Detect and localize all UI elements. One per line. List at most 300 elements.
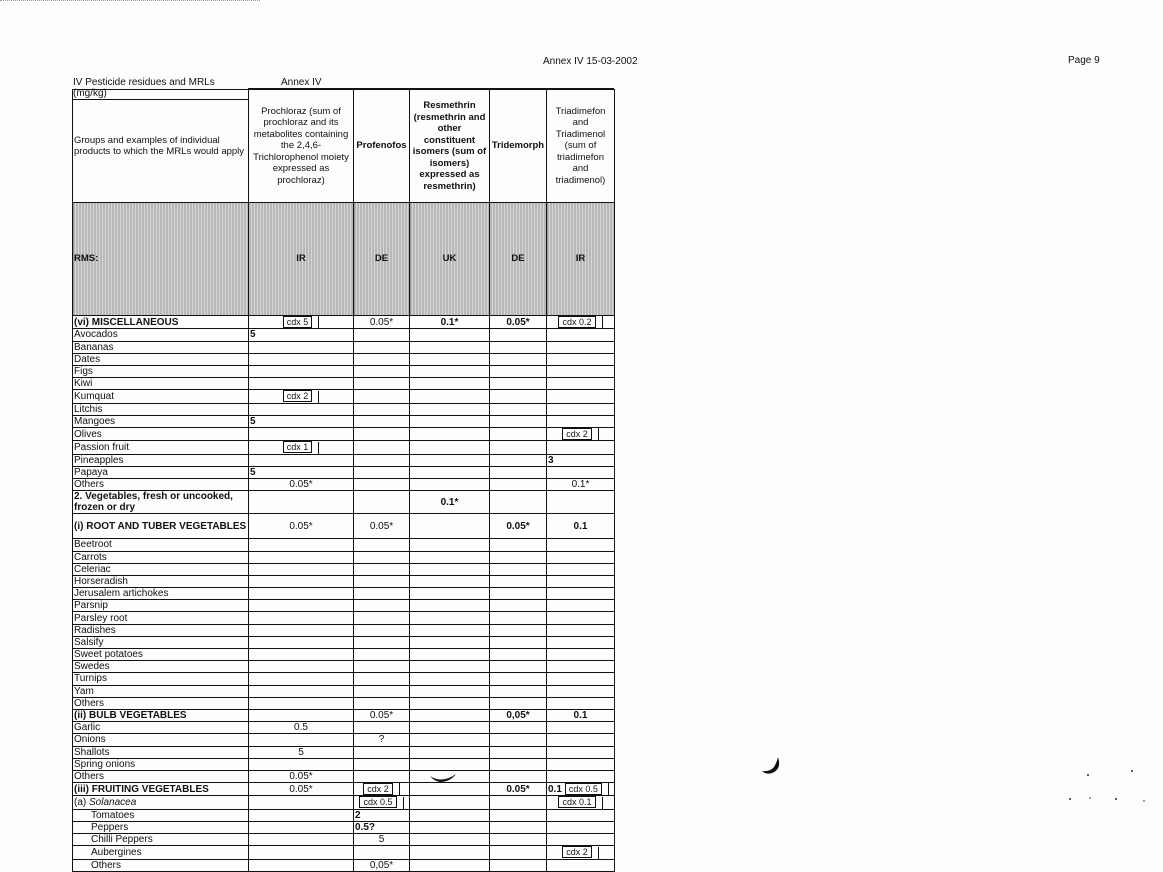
value-cell <box>547 403 615 415</box>
row-label: Aubergines <box>73 846 249 859</box>
header-groups: Groups and examples of individual products to which the MRLs would apply <box>73 90 249 203</box>
value-cell <box>490 329 547 341</box>
value-cell <box>354 365 410 377</box>
table-row <box>73 624 615 636</box>
value-cell <box>354 783 410 796</box>
value-cell <box>547 575 615 587</box>
table-row <box>73 466 615 478</box>
row-label: (i) ROOT AND TUBER VEGETABLES <box>73 514 249 539</box>
value-cell <box>410 673 490 685</box>
row-label: Mangoes <box>73 415 249 427</box>
cdx-annotation-box: cdx 1 <box>283 441 313 453</box>
row-label: Kiwi <box>73 378 249 390</box>
cdx-annotation-box: cdx 0.5 <box>565 783 602 795</box>
annotation-tick <box>318 391 319 403</box>
value-cell <box>249 600 354 612</box>
row-label: Shallots <box>73 746 249 758</box>
rms-cell: IR <box>547 203 615 316</box>
value-cell: 0.05* <box>249 479 354 491</box>
value-cell <box>547 859 615 871</box>
cdx-annotation-box: cdx 0.1 <box>558 796 595 808</box>
table-row <box>73 441 615 454</box>
row-label: Tomatoes <box>73 809 249 821</box>
row-label: Figs <box>73 365 249 377</box>
value-cell <box>547 722 615 734</box>
value-cell <box>547 661 615 673</box>
value-cell <box>490 624 547 636</box>
value-cell <box>249 403 354 415</box>
value-cell <box>490 661 547 673</box>
value-cell <box>547 441 615 454</box>
value-prefix: 0.1 <box>548 784 562 796</box>
value-cell <box>249 685 354 697</box>
value-cell <box>547 821 615 833</box>
table-row <box>73 415 615 427</box>
table-row <box>73 746 615 758</box>
table-row <box>73 403 615 415</box>
value-cell <box>410 685 490 697</box>
value-cell <box>490 758 547 770</box>
value-cell <box>410 353 490 365</box>
value-cell <box>547 353 615 365</box>
value-cell <box>249 697 354 709</box>
value-cell <box>354 636 410 648</box>
row-label: Carrots <box>73 551 249 563</box>
annotation-tick <box>602 797 603 809</box>
value-cell <box>547 329 615 341</box>
value-cell <box>249 758 354 770</box>
value-cell <box>249 624 354 636</box>
value-cell <box>547 758 615 770</box>
value-cell <box>354 600 410 612</box>
table-row <box>73 697 615 709</box>
value-cell <box>490 479 547 491</box>
value-cell: 3 <box>547 454 615 466</box>
value-cell <box>249 390 354 403</box>
value-cell <box>410 329 490 341</box>
table-row <box>73 479 615 491</box>
value-cell <box>354 796 410 809</box>
value-cell <box>410 551 490 563</box>
value-cell <box>354 746 410 758</box>
value-cell <box>354 758 410 770</box>
value-cell: 0,05* <box>490 709 547 721</box>
value-cell <box>249 588 354 600</box>
value-cell <box>410 746 490 758</box>
value-cell <box>490 575 547 587</box>
value-cell <box>410 636 490 648</box>
value-cell: 5 <box>249 329 354 341</box>
row-label: (ii) BULB VEGETABLES <box>73 709 249 721</box>
value-cell <box>354 661 410 673</box>
value-cell <box>410 479 490 491</box>
rms-row <box>73 203 615 316</box>
value-cell <box>547 809 615 821</box>
table-row <box>73 709 615 721</box>
row-label: Horseradish <box>73 575 249 587</box>
value-cell <box>410 821 490 833</box>
value-cell <box>354 491 410 514</box>
value-cell <box>490 612 547 624</box>
row-label: Beetroot <box>73 539 249 551</box>
value-cell <box>410 514 490 539</box>
value-cell <box>354 722 410 734</box>
value-cell <box>410 575 490 587</box>
value-cell <box>547 588 615 600</box>
value-cell: 0.05* <box>490 783 547 796</box>
value-cell <box>249 563 354 575</box>
table-row <box>73 685 615 697</box>
value-cell <box>490 673 547 685</box>
value-cell <box>354 403 410 415</box>
annotation-tick <box>318 442 319 454</box>
value-cell <box>547 612 615 624</box>
value-cell <box>490 859 547 871</box>
value-cell <box>410 563 490 575</box>
cdx-annotation-box: cdx 2 <box>562 428 592 440</box>
value-cell <box>490 539 547 551</box>
value-cell <box>547 539 615 551</box>
value-cell <box>547 415 615 427</box>
value-cell <box>354 612 410 624</box>
value-cell <box>547 685 615 697</box>
value-cell <box>410 428 490 441</box>
value-cell: 5 <box>249 466 354 478</box>
value-cell <box>490 441 547 454</box>
value-cell <box>354 378 410 390</box>
row-label-italic: Solanacea <box>89 797 137 809</box>
cdx-annotation-box: cdx 2 <box>283 390 313 402</box>
table-row <box>73 661 615 673</box>
value-cell <box>249 709 354 721</box>
value-cell <box>490 734 547 746</box>
value-cell <box>249 821 354 833</box>
row-label: Onions <box>73 734 249 746</box>
row-label: Radishes <box>73 624 249 636</box>
value-cell <box>490 834 547 846</box>
value-cell <box>410 697 490 709</box>
table-row <box>73 390 615 403</box>
rms-cell: IR <box>249 203 354 316</box>
mrl-table <box>72 89 615 872</box>
value-cell <box>490 685 547 697</box>
annex-header: Annex IV 15-03-2002 <box>543 56 638 67</box>
value-cell <box>547 390 615 403</box>
value-cell <box>354 697 410 709</box>
value-cell: 0,05* <box>354 859 410 871</box>
row-label: Parsley root <box>73 612 249 624</box>
value-cell <box>249 834 354 846</box>
header-tridemorph: Tridemorph <box>490 90 547 203</box>
table-row <box>73 563 615 575</box>
value-cell <box>490 454 547 466</box>
value-cell <box>249 428 354 441</box>
row-label: Sweet potatoes <box>73 649 249 661</box>
value-cell: 5 <box>249 746 354 758</box>
row-label-prefix: (a) <box>74 797 89 809</box>
value-cell <box>547 316 615 329</box>
header-profenofos: Profenofos <box>354 90 410 203</box>
value-cell <box>490 563 547 575</box>
row-label: Kumquat <box>73 390 249 403</box>
value-cell <box>354 685 410 697</box>
table-row <box>73 575 615 587</box>
value-cell <box>547 600 615 612</box>
table-row <box>73 758 615 770</box>
value-cell <box>410 441 490 454</box>
value-cell <box>547 796 615 809</box>
table-row <box>73 809 615 821</box>
value-cell: 0.1* <box>547 479 615 491</box>
rms-label: RMS: <box>73 203 249 316</box>
row-label <box>73 796 249 809</box>
value-cell <box>547 673 615 685</box>
annotation-tick <box>399 783 400 795</box>
row-label: Jerusalem artichokes <box>73 588 249 600</box>
value-cell <box>410 378 490 390</box>
value-cell <box>354 649 410 661</box>
row-label: (vi) MISCELLANEOUS <box>73 316 249 329</box>
mrl-table-body <box>73 316 615 872</box>
value-cell <box>410 649 490 661</box>
table-row <box>73 673 615 685</box>
value-cell <box>249 636 354 648</box>
value-cell <box>490 415 547 427</box>
value-cell <box>547 834 615 846</box>
value-cell <box>249 846 354 859</box>
table-row <box>73 770 615 782</box>
table-row <box>73 588 615 600</box>
value-cell <box>490 428 547 441</box>
value-cell <box>249 809 354 821</box>
table-row <box>73 612 615 624</box>
value-cell: 0.05* <box>490 514 547 539</box>
value-cell <box>547 365 615 377</box>
value-cell <box>249 316 354 329</box>
row-label: Yam <box>73 685 249 697</box>
value-cell <box>547 649 615 661</box>
row-label: Others <box>73 697 249 709</box>
table-row <box>73 859 615 871</box>
value-cell: 0.1* <box>410 491 490 514</box>
row-label: Papaya <box>73 466 249 478</box>
value-cell <box>547 341 615 353</box>
value-cell <box>354 454 410 466</box>
value-cell <box>354 353 410 365</box>
value-cell <box>410 709 490 721</box>
row-label: Swedes <box>73 661 249 673</box>
row-label: Celeriac <box>73 563 249 575</box>
row-label: Turnips <box>73 673 249 685</box>
table-row <box>73 365 615 377</box>
scan-dust-marks <box>1060 765 1150 805</box>
table-row <box>73 722 615 734</box>
value-cell <box>249 551 354 563</box>
value-cell <box>547 770 615 782</box>
header-triadimefon: Triadimefon and Triadimenol (sum of triadimefon and triadimenol) <box>547 90 615 203</box>
header-prochloraz: Prochloraz (sum of prochloraz and its metabolites containing the 2,4,6-Trichlorophenol moiety expressed as prochloraz) <box>249 90 354 203</box>
value-cell: 0.1* <box>410 316 490 329</box>
value-cell <box>249 796 354 809</box>
value-cell <box>249 859 354 871</box>
value-cell <box>249 539 354 551</box>
table-row <box>73 454 615 466</box>
value-cell <box>547 428 615 441</box>
value-cell <box>490 821 547 833</box>
annotation-tick <box>318 316 319 328</box>
row-label: 2. Vegetables, fresh or uncooked, frozen or dry <box>73 491 249 514</box>
value-cell <box>410 588 490 600</box>
table-row <box>73 551 615 563</box>
row-label: Avocados <box>73 329 249 341</box>
table-row <box>73 378 615 390</box>
value-cell <box>410 612 490 624</box>
value-cell <box>410 624 490 636</box>
table-row <box>73 636 615 648</box>
table-row <box>73 649 615 661</box>
value-cell: 0.05* <box>249 514 354 539</box>
value-cell <box>410 846 490 859</box>
value-cell <box>354 588 410 600</box>
value-cell <box>410 415 490 427</box>
value-cell <box>354 551 410 563</box>
annotation-tick <box>598 428 599 440</box>
value-cell: 0.05* <box>490 316 547 329</box>
value-cell <box>490 551 547 563</box>
header-resmethrin: Resmethrin (resmethrin and other constituent isomers (sum of isomers) expressed as resmethrin) <box>410 90 490 203</box>
annotation-tick <box>598 847 599 859</box>
value-cell: 5 <box>354 834 410 846</box>
value-cell <box>490 341 547 353</box>
value-cell <box>410 809 490 821</box>
value-cell <box>547 746 615 758</box>
value-cell <box>490 746 547 758</box>
row-label: Others <box>73 859 249 871</box>
row-label: Bananas <box>73 341 249 353</box>
value-cell: 0.05* <box>354 709 410 721</box>
value-cell <box>249 378 354 390</box>
value-cell <box>249 341 354 353</box>
value-cell <box>354 479 410 491</box>
value-cell <box>547 697 615 709</box>
value-cell <box>547 378 615 390</box>
table-row <box>73 539 615 551</box>
table-row <box>73 428 615 441</box>
table-row <box>73 796 615 809</box>
value-cell <box>410 403 490 415</box>
value-cell <box>354 846 410 859</box>
row-label: Others <box>73 770 249 782</box>
row-label: Olives <box>73 428 249 441</box>
table-row <box>73 341 615 353</box>
value-cell <box>547 846 615 859</box>
value-cell <box>547 491 615 514</box>
value-cell <box>410 365 490 377</box>
value-cell <box>354 466 410 478</box>
value-cell: ? <box>354 734 410 746</box>
table-row <box>73 783 615 796</box>
row-label: Garlic <box>73 722 249 734</box>
value-cell: 0.05* <box>354 514 410 539</box>
value-cell <box>410 454 490 466</box>
value-cell <box>490 846 547 859</box>
row-label: Others <box>73 479 249 491</box>
row-label: Pineapples <box>73 454 249 466</box>
annex-label: Annex IV <box>281 77 322 88</box>
value-cell <box>410 734 490 746</box>
value-cell <box>410 341 490 353</box>
table-row <box>73 834 615 846</box>
value-cell <box>547 734 615 746</box>
table-row <box>73 353 615 365</box>
value-cell <box>547 636 615 648</box>
value-cell <box>490 600 547 612</box>
row-label: Peppers <box>73 821 249 833</box>
column-header-row <box>73 90 615 203</box>
row-label: Parsnip <box>73 600 249 612</box>
row-label: Litchis <box>73 403 249 415</box>
cdx-annotation-box: cdx 2 <box>363 783 393 795</box>
value-cell: 0.05* <box>249 783 354 796</box>
row-label: Dates <box>73 353 249 365</box>
value-cell <box>249 454 354 466</box>
value-cell <box>490 722 547 734</box>
value-cell <box>490 649 547 661</box>
value-cell: 5 <box>249 415 354 427</box>
scan-smudge-mark <box>428 768 458 788</box>
annotation-tick <box>403 797 404 809</box>
value-cell <box>410 722 490 734</box>
value-cell <box>410 661 490 673</box>
value-cell <box>354 390 410 403</box>
row-label: (iii) FRUITING VEGETABLES <box>73 783 249 796</box>
value-cell <box>249 575 354 587</box>
value-cell <box>354 329 410 341</box>
value-cell <box>490 697 547 709</box>
value-cell: 0.5 <box>249 722 354 734</box>
rms-cell: DE <box>490 203 547 316</box>
row-label: Salsify <box>73 636 249 648</box>
value-cell <box>490 809 547 821</box>
scan-curl-mark <box>760 755 784 779</box>
value-cell <box>249 734 354 746</box>
value-cell <box>490 588 547 600</box>
value-cell: 0.05* <box>249 770 354 782</box>
value-cell: 0.1 <box>547 514 615 539</box>
row-label: Chilli Peppers <box>73 834 249 846</box>
value-cell <box>547 563 615 575</box>
row-label: Passion fruit <box>73 441 249 454</box>
rms-cell: UK <box>410 203 490 316</box>
value-cell <box>490 353 547 365</box>
value-cell <box>410 600 490 612</box>
annotation-tick <box>608 783 609 795</box>
table-row <box>73 316 615 329</box>
rms-cell: DE <box>354 203 410 316</box>
value-cell <box>354 341 410 353</box>
cdx-annotation-box: cdx 2 <box>562 846 592 858</box>
value-cell <box>354 428 410 441</box>
value-cell <box>354 415 410 427</box>
value-cell <box>547 466 615 478</box>
annotation-tick <box>602 316 603 328</box>
value-cell <box>547 551 615 563</box>
table-row <box>73 734 615 746</box>
value-cell <box>490 466 547 478</box>
value-cell <box>249 612 354 624</box>
value-cell <box>354 441 410 454</box>
value-cell <box>490 378 547 390</box>
